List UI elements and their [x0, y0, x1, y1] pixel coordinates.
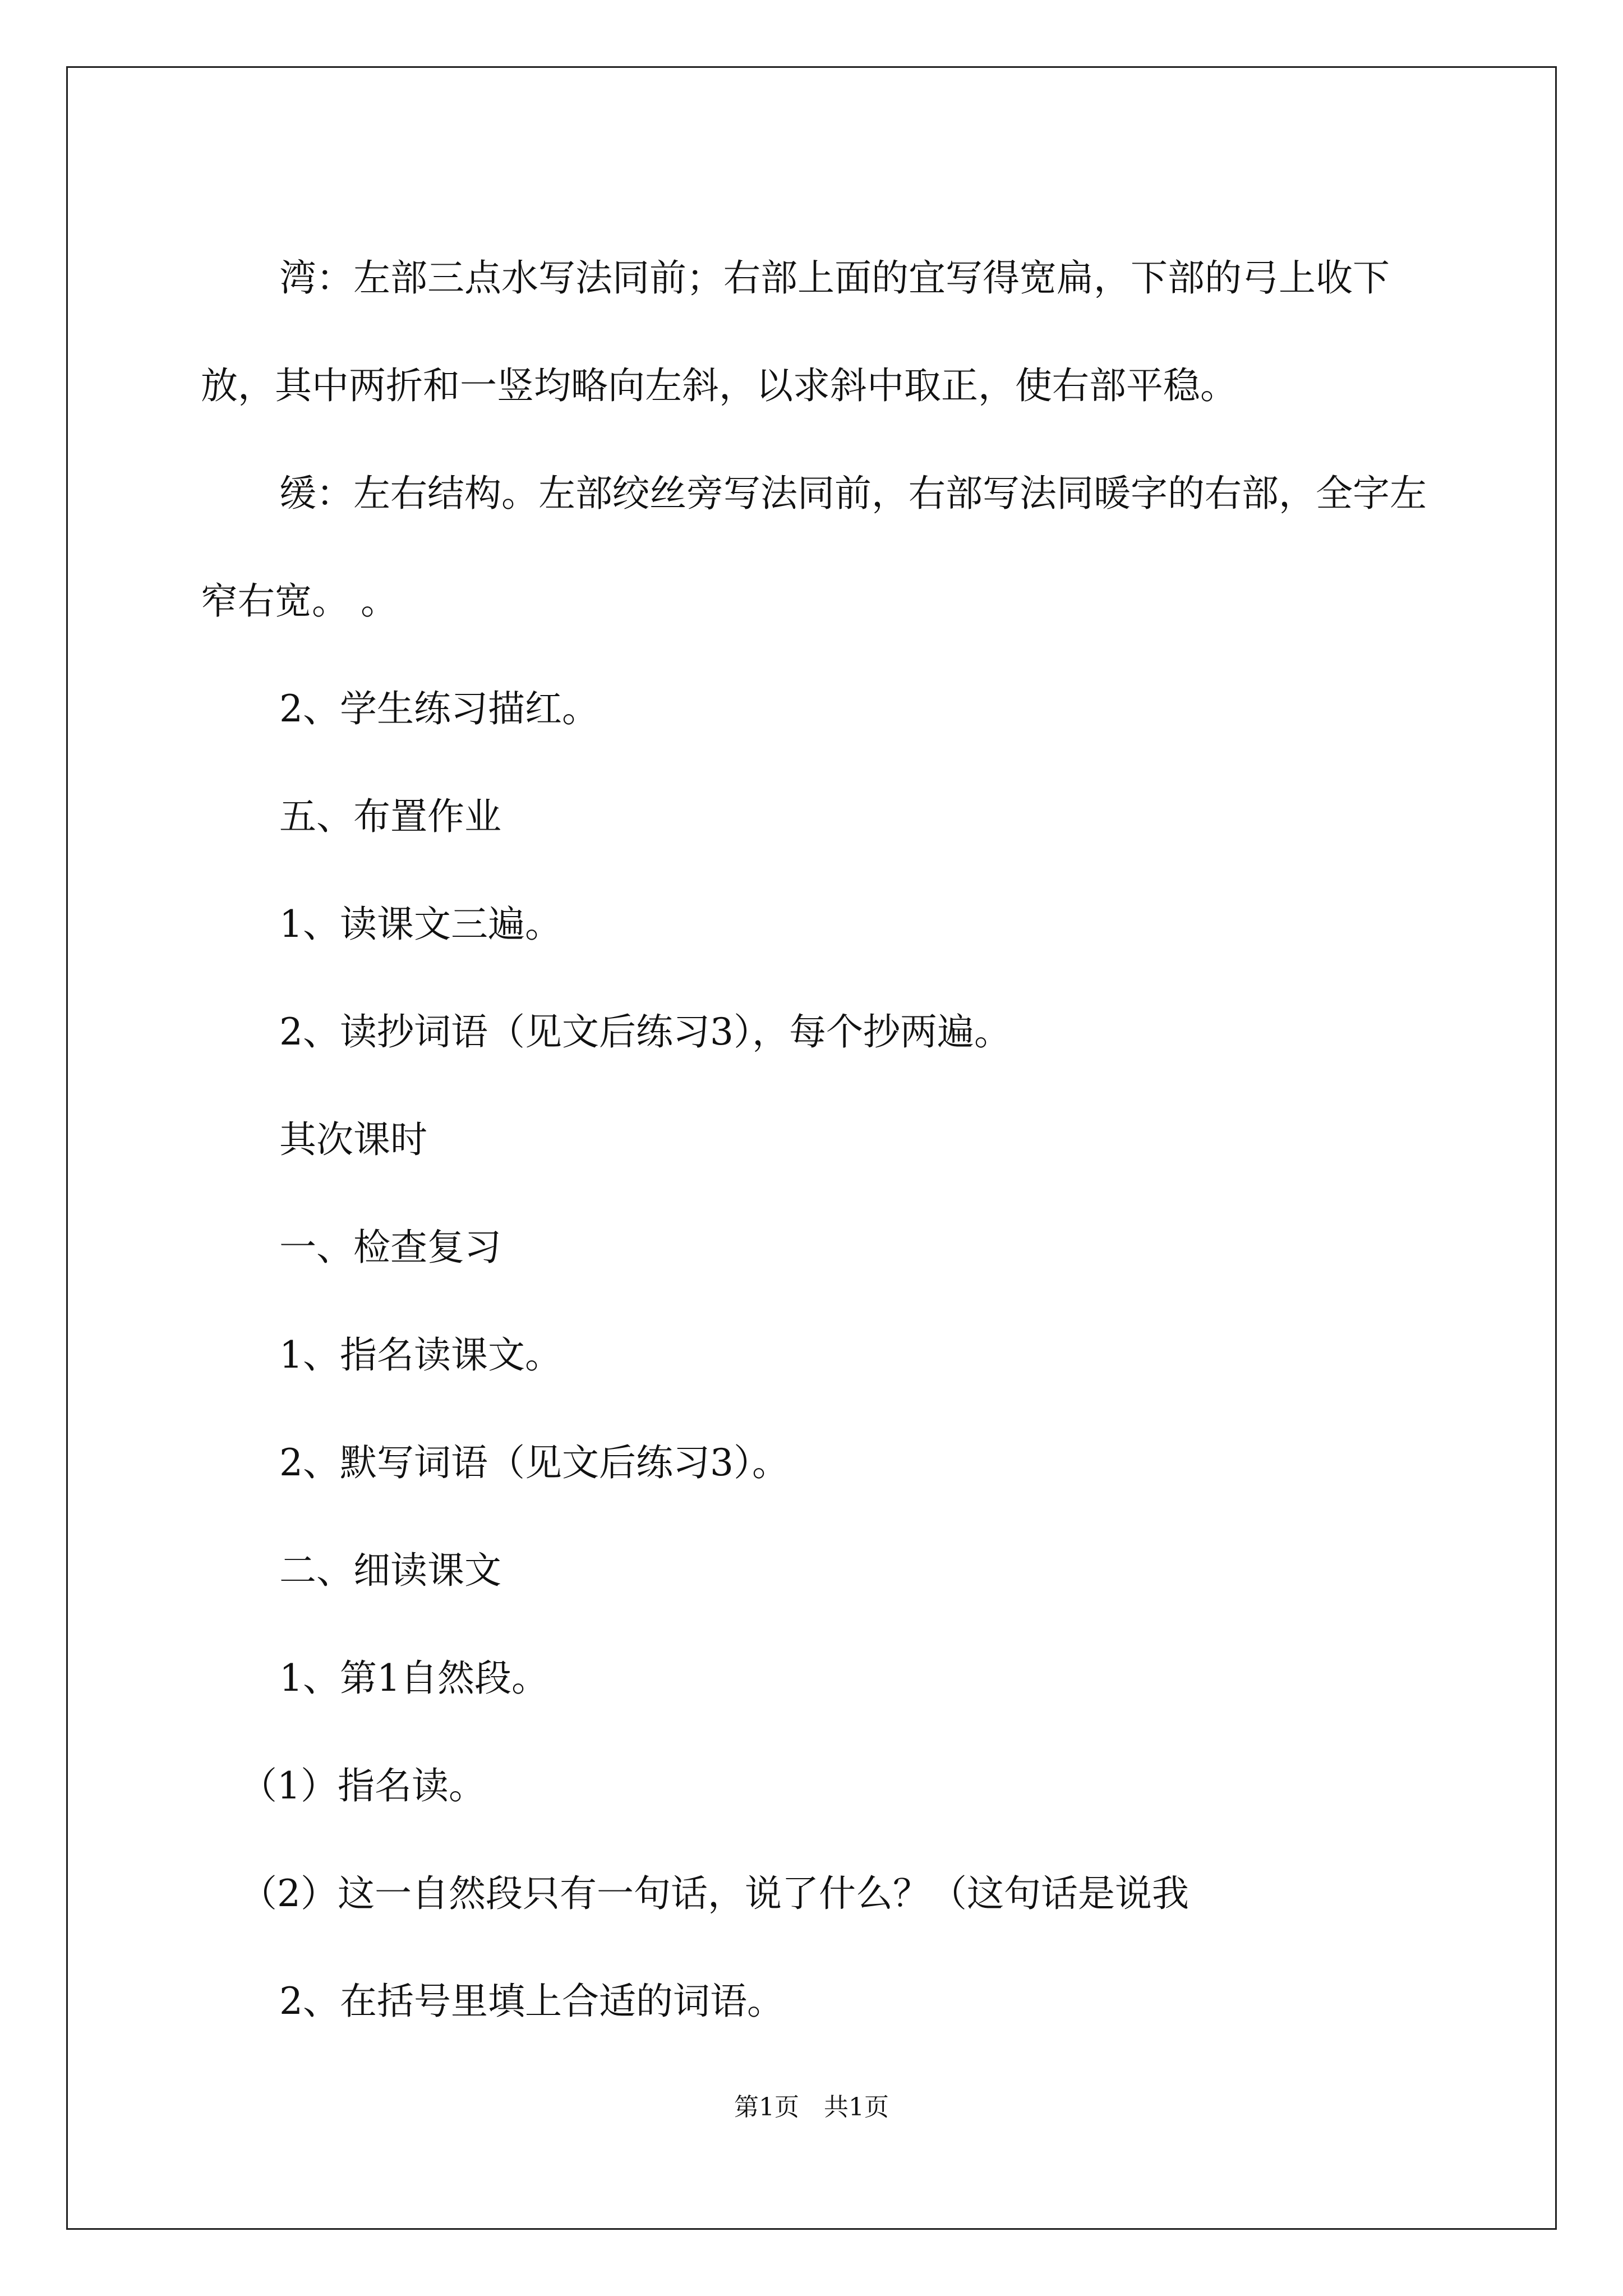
heading-review: 一、检查复习	[279, 1226, 501, 1269]
paragraph-fill-blanks: 2、在括号里填上合适的词语。	[279, 1980, 784, 2023]
page-footer: 第1页 共1页	[734, 2093, 889, 2122]
paragraph-copy-words: 2、读抄词语（见文后练习3），每个抄两遍。	[279, 1010, 1011, 1053]
paragraph-wan: 湾：左部三点水写法同前；右部上面的宜写得宽扁，下部的弓上收下放，其中两折和一竖均略向左斜，以求斜中取正，使右部平稳。	[201, 256, 1390, 407]
heading-close-reading: 二、细读课文	[279, 1549, 501, 1592]
paragraph-read-text: 1、指名读课文。	[279, 1333, 562, 1377]
document-body	[201, 224, 1440, 2055]
paragraph-first-section: 1、第1自然段。	[279, 1657, 548, 1700]
paragraph-item-1: （1）指名读。	[240, 1764, 486, 1807]
paragraph-read-three-times: 1、读课文三遍。	[279, 903, 562, 946]
paragraph-practice-tracing: 2、学生练习描红。	[279, 687, 599, 730]
paragraph-item-2: （2）这一自然段只有一句话，说了什么？（这句话是说我	[240, 1872, 1189, 1915]
paragraph-dictation: 2、默写词语（见文后练习3）。	[279, 1441, 789, 1484]
heading-homework: 五、布置作业	[279, 795, 501, 838]
paragraph-huan: 缓：左右结构。左部绞丝旁写法同前，右部写法同暖字的右部，全字左窄右宽。 。	[201, 472, 1427, 623]
heading-second-lesson: 其次课时	[279, 1118, 427, 1161]
